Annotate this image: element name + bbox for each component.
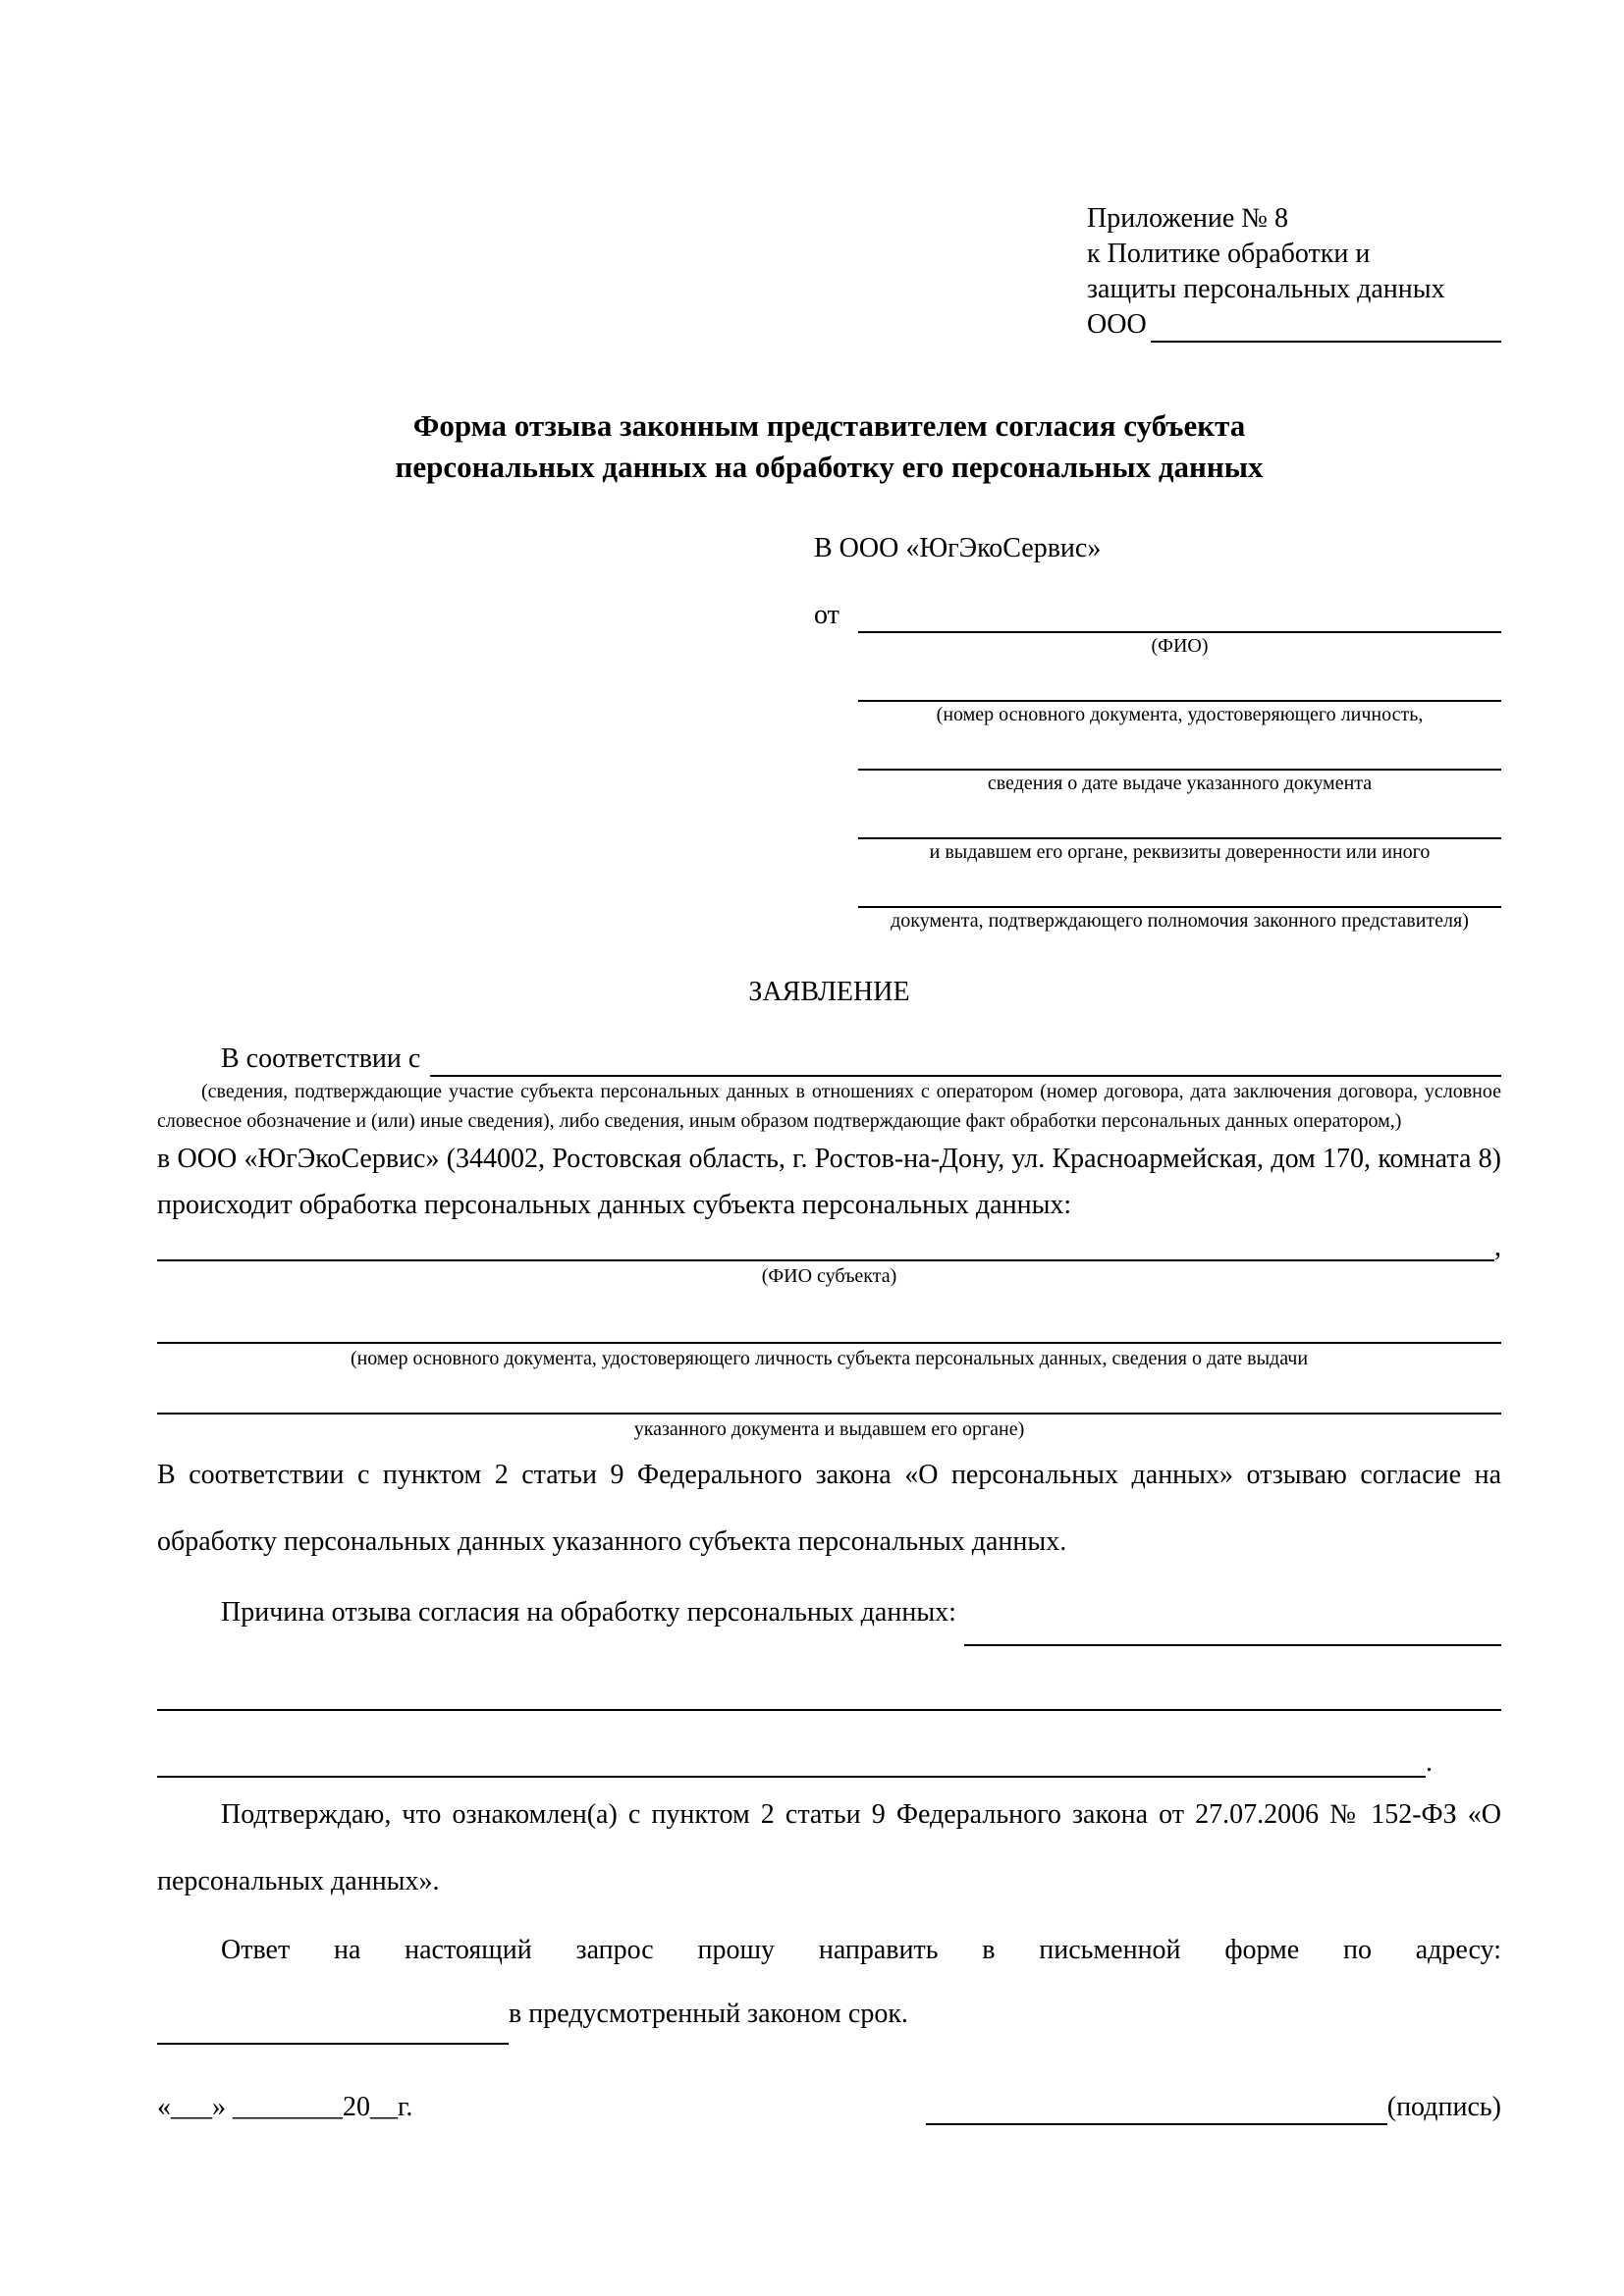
subject-document-caption-2: указанного документа и выдавшем его органе): [633, 1418, 1025, 1440]
from-label: от: [814, 600, 839, 630]
reason-label: Причина отзыва согласия на обработку персональных данных:: [221, 1597, 956, 1628]
addressee-organization: В ООО «ЮгЭкоСервис»: [814, 533, 1102, 563]
appendix-header-line-2: к Политике обработки и: [1087, 239, 1371, 269]
subject-fio-caption: (ФИО субъекта): [761, 1265, 897, 1287]
signature-group: [926, 2090, 1501, 2125]
ooo-label: ООО: [1087, 309, 1147, 340]
subject-document-caption: (номер основного документа, удостоверяющего личность субъекта персональных данных, сведения о дате выдачи: [350, 1348, 1309, 1369]
subject-name-row: [157, 1228, 1501, 1261]
accordance-row: [157, 1041, 1501, 1077]
subject-document-blank-field: [157, 1342, 1501, 1344]
issue-date-caption: сведения о дате выдаче указанного документа: [987, 773, 1373, 794]
accordance-label: В соответствии с: [221, 1043, 421, 1074]
reason-blank-field-3: [157, 1711, 1426, 1778]
appendix-header: [1087, 201, 1501, 343]
confirmation-paragraph: Подтверждаю, что ознакомлен(а) с пунктом 2 статьи 9 Федерального закона от 27.07.2006 № 152-ФЗ «О персональных данных».: [157, 1799, 1501, 1896]
reply-address-row: [157, 1984, 1501, 2045]
subject-document-blank-field-2: [157, 1413, 1501, 1415]
issue-date-blank-field: [858, 727, 1501, 771]
document-title: [157, 405, 1501, 488]
reply-paragraph: Ответ на настоящий запрос прошу направить в письменной форме по адресу:: [221, 1935, 1501, 1965]
trailing-period: .: [1426, 1747, 1433, 1778]
accordance-blank-field: [430, 1041, 1501, 1077]
addressee-lines: [858, 633, 1501, 934]
statement-heading: ЗАЯВЛЕНИЕ: [748, 977, 910, 1007]
appendix-header-line-3: защиты персональных данных: [1087, 274, 1445, 304]
date-line: «___» ________20__г.: [157, 2092, 413, 2122]
appendix-ooo-row: [1087, 307, 1501, 343]
reply-tail: в предусмотренный законом срок.: [509, 1999, 908, 2029]
authority-document-caption: документа, подтверждающего полномочия законного представителя): [891, 910, 1469, 932]
trailing-comma: ,: [1494, 1232, 1501, 1262]
reason-row: [157, 1579, 1501, 1646]
document-title-line-1: Форма отзыва законным представителем согласия субъекта: [412, 408, 1246, 443]
footer-row: [157, 2090, 1501, 2125]
issuing-authority-caption: и выдавшем его органе, реквизиты доверенности или иного: [929, 841, 1431, 863]
reply-address-blank-field: [157, 1984, 509, 2045]
operator-paragraph: в ООО «ЮгЭкоСервис» (344002, Ростовская область, г. Ростов-на-Дону, ул. Красноармейская, дом 170, комната 8) происходит обработка персональных данных субъекта персональных данных:: [157, 1144, 1501, 1220]
addressee-block: [814, 531, 1501, 934]
signature-caption: (подпись): [1386, 2092, 1501, 2122]
fio-caption: (ФИО): [1151, 635, 1209, 657]
document-title-line-2: персональных данных на обработку его персональных данных: [395, 450, 1264, 484]
document-number-blank-field: [858, 659, 1501, 702]
reason-blank-field-2: [157, 1646, 1501, 1711]
reason-final-row: [157, 1711, 1501, 1778]
from-row: [814, 598, 1501, 633]
issuing-authority-blank-field: [858, 796, 1501, 839]
paragraph-indent: [157, 1579, 221, 1646]
representative-name-blank-field: [858, 598, 1501, 633]
reason-blank-field: [964, 1579, 1501, 1646]
authority-document-blank-field: [858, 865, 1501, 908]
appendix-header-line-1: Приложение № 8: [1087, 203, 1288, 234]
reason-continuation-row: [157, 1646, 1501, 1711]
document-number-caption: (номер основного документа, удостоверяющего личность,: [936, 704, 1424, 725]
ooo-blank-field: [1151, 307, 1501, 343]
withdrawal-paragraph: В соответствии с пунктом 2 статьи 9 Федерального закона «О персональных данных» отзываю согласие на обработку персональных данных указанного субъекта персональных данных.: [157, 1460, 1501, 1557]
subject-name-blank-field: [157, 1228, 1494, 1261]
signature-blank-field: [926, 2090, 1387, 2125]
paragraph-indent: [157, 1041, 221, 1077]
fine-print-note: (сведения, подтверждающие участие субъекта персональных данных в отношениях с оператором (номер договора, дата заключения договора, условное словесное обозначение и (или) иные сведения), либо сведения, иным образом подтверждающие факт обработки персональных данных оператором,): [157, 1081, 1501, 1132]
